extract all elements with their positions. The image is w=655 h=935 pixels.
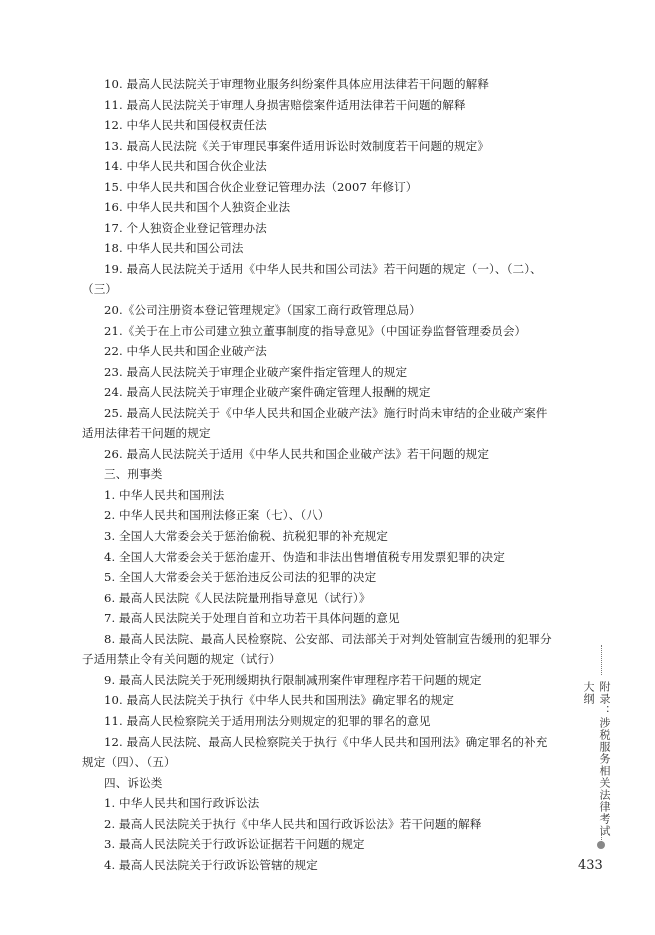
dotted-divider [601,645,602,675]
text-line: （三） [82,282,118,297]
text-line: 14. 中华人民共和国合伙企业法 [104,159,267,174]
text-line: 22. 中华人民共和国企业破产法 [104,344,267,359]
text-line: 2. 最高人民法院关于执行《中华人民共和国行政诉讼法》若干问题的解释 [104,816,482,831]
text-line: 子适用禁止令有关问题的规定（试行） [82,652,281,667]
text-line: 12. 最高人民法院、最高人民检察院关于执行《中华人民共和国刑法》确定罪名的补充 [104,734,548,749]
text-line: 1. 中华人民共和国刑法 [104,487,225,502]
text-line: 8. 最高人民法院、最高人民检察院、公安部、司法部关于对判处管制宣告缓刑的犯罪分 [104,631,552,646]
text-line: 4. 全国人大常委会关于惩治虚开、伪造和非法出售增值税专用发票犯罪的决定 [104,549,505,564]
section-heading: 四、诉讼类 [104,775,163,790]
text-line: 11. 最高人民检察院关于适用刑法分则规定的犯罪的罪名的意见 [104,713,431,728]
text-line: 10. 最高人民法院关于执行《中华人民共和国刑法》确定罪名的规定 [104,693,454,708]
text-line: 7. 最高人民法院关于处理自首和立功若干具体问题的意见 [104,611,400,626]
text-line: 25. 最高人民法院关于《中华人民共和国企业破产法》施行时尚未审结的企业破产案件 [104,405,548,420]
text-line: 17. 个人独资企业登记管理办法 [104,220,267,235]
text-line: 9. 最高人民法院关于死刑缓期执行限制减刑案件审理程序若干问题的规定 [104,672,482,687]
text-line: 3. 最高人民法院关于行政诉讼证据若干问题的规定 [104,837,365,852]
text-line: 6. 最高人民法院《人民法院量刑指导意见（试行）》 [104,590,371,605]
document-body [82,74,582,875]
text-line: 20.《公司注册资本登记管理规定》（国家工商行政管理总局） [104,303,421,318]
text-line: 16. 中华人民共和国个人独资企业法 [104,200,291,215]
page-number: 433 [578,858,603,873]
text-line: 19. 最高人民法院关于适用《中华人民共和国公司法》若干问题的规定（一）、（二）、 [104,261,542,276]
text-line: 10. 最高人民法院关于审理物业服务纠纷案件具体应用法律若干问题的解释 [104,77,490,91]
text-line: 3. 全国人大常委会关于惩治偷税、抗税犯罪的补充规定 [104,529,389,544]
side-tab-label: 附录：涉税服务相关法律考试大纲 [582,681,611,837]
text-line: 规定（四）、（五） [82,755,176,770]
text-line: 21.《关于在上市公司建立独立董事制度的指导意见》（中国证券监督管理委员会） [104,323,527,338]
text-line: 18. 中华人民共和国公司法 [104,241,244,256]
text-line: 15. 中华人民共和国合伙企业登记管理办法（2007 年修订） [104,179,418,194]
bullet-dot-icon [597,841,605,849]
text-line: 2. 中华人民共和国刑法修正案（七）、（八） [104,508,330,523]
side-tab [582,645,612,845]
text-line: 4. 最高人民法院关于行政诉讼管辖的规定 [104,857,318,872]
section-heading: 三、刑事类 [104,467,163,482]
text-line: 24. 最高人民法院关于审理企业破产案件确定管理人报酬的规定 [104,385,431,400]
text-line: 26. 最高人民法院关于适用《中华人民共和国企业破产法》若干问题的规定 [104,446,490,461]
text-line: 13. 最高人民法院《关于审理民事案件适用诉讼时效制度若干问题的规定》 [104,138,490,153]
text-line: 23. 最高人民法院关于审理企业破产案件指定管理人的规定 [104,364,408,379]
text-line: 适用法律若干问题的规定 [82,426,211,441]
text-line: 12. 中华人民共和国侵权责任法 [104,118,267,133]
text-line: 5. 全国人大常委会关于惩治违反公司法的犯罪的决定 [104,570,377,585]
text-line: 1. 中华人民共和国行政诉讼法 [104,796,260,811]
text-line: 11. 最高人民法院关于审理人身损害赔偿案件适用法律若干问题的解释 [104,97,466,112]
